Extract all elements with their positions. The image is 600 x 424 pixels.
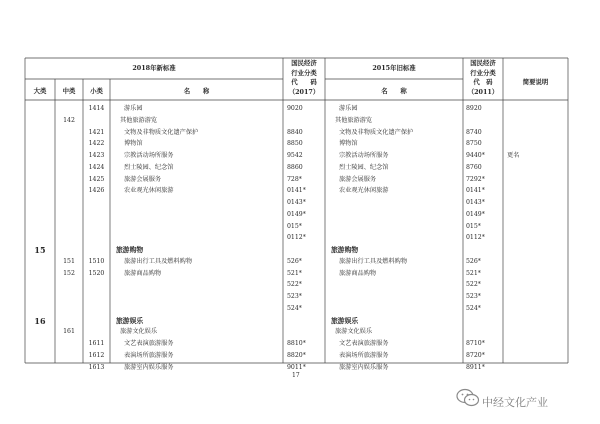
cell-name: 旅游文化娱乐 (120, 328, 158, 336)
cell-code-2017: 9011* (287, 363, 306, 371)
header-note: 简要说明 (522, 78, 549, 86)
cell-code-2017: 728* (287, 175, 302, 183)
header-code-2011-line: 国民经济 (470, 59, 496, 67)
cell-mid: 142 (63, 116, 75, 124)
cell-code-2017: 0149* (287, 210, 306, 218)
header-code-2017-line: 代 码 (291, 78, 317, 87)
cell-code-2011: 526* (466, 257, 481, 265)
cell-code-2017: 521* (287, 269, 302, 277)
cell-code-2011: 0112* (466, 234, 485, 242)
cell-code-2011: 8920 (466, 105, 482, 112)
cell-code-2011: 8760 (466, 163, 482, 171)
cell-minor: 1424 (88, 163, 105, 171)
cell-code-2011: 524* (466, 304, 481, 312)
cell-minor: 1421 (88, 128, 105, 136)
cell-code-2011: 9440* (466, 152, 485, 159)
cell-code-2011: 523* (466, 293, 481, 300)
cell-old-name: 文物及非物质文化遗产保护 (339, 128, 414, 136)
cell-code-2017: 8820* (287, 351, 306, 359)
header-code-2017-line: 国民经济 (291, 59, 317, 67)
cell-code-2017: 526* (287, 257, 302, 265)
cell-code-2017: 9020 (287, 105, 303, 112)
header-code-2017-line: （2017） (288, 87, 320, 96)
cell-code-2011: 015* (466, 222, 481, 230)
wechat-logo-icon (456, 388, 480, 408)
cell-code-2011: 8720* (466, 351, 485, 359)
cell-code-2011: 8710* (466, 340, 485, 347)
cell-name: 游乐园 (124, 105, 143, 112)
cell-code-2011: 8911* (466, 363, 485, 371)
cell-old-name: 宗教活动场所服务 (339, 152, 389, 159)
cell-code-2017: 0112* (287, 234, 306, 242)
cell-minor: 1510 (88, 257, 105, 265)
cell-old-name: 旅游娱乐 (331, 316, 359, 325)
cell-code-2011: 7292* (466, 175, 485, 183)
cell-name: 旅游商品购物 (124, 269, 162, 277)
cell-code-2017: 8810* (287, 340, 306, 347)
header-old-std: 2015年旧标准 (372, 64, 416, 72)
header-code-2011-line: （2011） (467, 87, 499, 96)
cell-name: 旅游会展服务 (124, 175, 162, 183)
header-major: 大类 (33, 87, 47, 95)
cell-old-name: 烈士陵园、纪念馆 (339, 163, 389, 171)
cell-mid: 161 (63, 328, 75, 336)
cell-minor: 1611 (88, 340, 105, 347)
header-mid: 中类 (62, 87, 76, 95)
cell-name: 旅游出行工具及燃料购物 (124, 257, 193, 265)
cell-minor: 1425 (88, 175, 105, 183)
cell-code-2017: 0143* (287, 199, 306, 206)
cell-minor: 1520 (88, 269, 105, 277)
header-code-2017-line: 行业分类 (291, 68, 317, 77)
cell-mid: 151 (63, 257, 75, 265)
cell-major: 15 (34, 245, 46, 255)
cell-old-name: 旅游会展服务 (339, 175, 377, 183)
cell-old-name: 旅游商品购物 (339, 269, 377, 277)
cell-code-2017: 9542 (287, 152, 303, 159)
cell-major: 16 (34, 315, 46, 326)
cell-name: 博物馆 (124, 140, 143, 148)
cell-old-name: 旅游购物 (331, 246, 359, 254)
cell-old-name: 游乐园 (339, 105, 358, 112)
cell-name: 宗教活动场所服务 (124, 152, 174, 159)
cell-name: 旅游购物 (116, 246, 144, 254)
cell-minor: 1613 (88, 363, 105, 371)
cell-old-name: 博物馆 (339, 140, 358, 148)
cell-old-name: 其他旅游游览 (335, 116, 373, 124)
cell-old-name: 农业观光休闲旅游 (339, 187, 389, 195)
cell-mid: 152 (63, 269, 75, 277)
cell-old-name: 文艺表演旅游服务 (339, 340, 389, 347)
cell-minor: 1422 (88, 140, 105, 148)
cell-code-2011: 8750 (466, 140, 482, 148)
cell-minor: 1612 (88, 351, 105, 359)
header-code-2017 (283, 59, 325, 97)
cell-name: 旅游娱乐 (116, 316, 144, 325)
cell-minor: 1414 (88, 105, 105, 112)
header-name-old: 名 称 (381, 87, 407, 95)
cell-name: 其他旅游游览 (120, 116, 158, 124)
cell-old-name: 旅游文化娱乐 (335, 328, 373, 336)
cell-code-2017: 0141* (287, 187, 306, 195)
cell-name: 烈士陵园、纪念馆 (124, 163, 174, 171)
cell-code-2011: 521* (466, 269, 481, 277)
cell-name: 表演场所旅游服务 (124, 351, 174, 359)
cell-code-2017: 524* (287, 304, 302, 312)
cell-code-2017: 523* (287, 293, 302, 300)
cell-code-2011: 0141* (466, 187, 485, 195)
cell-code-2017: 8850 (287, 140, 303, 148)
header-code-2011 (463, 59, 503, 97)
cell-code-2017: 522* (287, 281, 302, 289)
page-number: 17 (292, 372, 300, 379)
cell-code-2017: 015* (287, 222, 302, 230)
cell-minor: 1426 (88, 187, 105, 195)
cell-code-2011: 522* (466, 281, 481, 289)
header-name: 名 称 (183, 87, 210, 95)
cell-code-2017: 8860 (287, 163, 303, 171)
cell-old-name: 旅游室内娱乐服务 (339, 363, 389, 371)
cell-code-2011: 8740 (466, 128, 482, 136)
cell-old-name: 表演场所旅游服务 (339, 351, 389, 359)
cell-name: 文艺表演旅游服务 (124, 340, 174, 347)
cell-note: 更名 (507, 152, 520, 159)
header-minor: 小类 (90, 87, 103, 95)
cell-code-2011: 0143* (466, 199, 485, 206)
cell-minor: 1423 (88, 152, 105, 159)
header-code-2011-line: 代 码 (473, 78, 493, 87)
header-new-std: 2018年新标准 (132, 64, 176, 72)
cell-code-2017: 8840 (287, 128, 303, 136)
cell-name: 旅游室内娱乐服务 (124, 363, 174, 371)
header-code-2011-line: 行业分类 (470, 68, 496, 77)
cell-name: 农业观光休闲旅游 (124, 187, 174, 195)
watermark-text: 中经文化产业 (482, 396, 548, 409)
cell-old-name: 旅游出行工具及燃料购物 (339, 257, 408, 265)
cell-code-2011: 0149* (466, 210, 485, 218)
cell-name: 文物及非物质文化遗产保护 (124, 128, 199, 136)
